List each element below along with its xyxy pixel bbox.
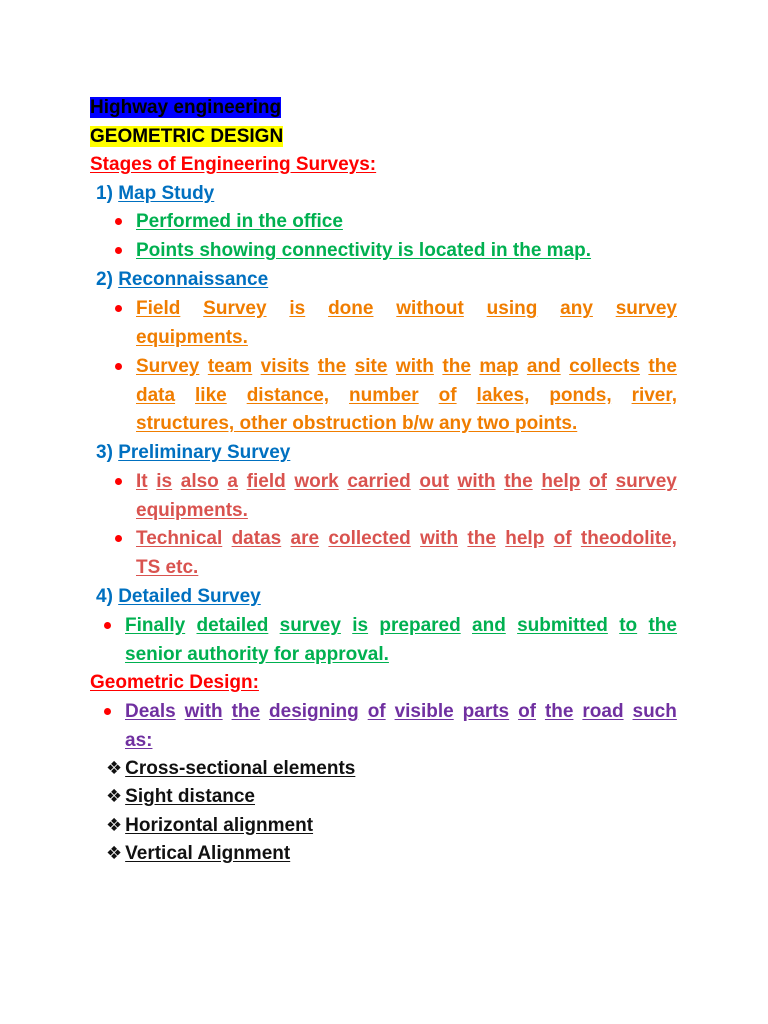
s2-bullet-1-line-1 bbox=[136, 297, 677, 321]
s2-bullet-2-line-1 bbox=[136, 355, 677, 379]
word: datas bbox=[231, 528, 282, 549]
s1-bullet-1: Performed in the office bbox=[136, 211, 343, 232]
word: detailed bbox=[196, 615, 269, 636]
word: is bbox=[156, 471, 173, 492]
word: and bbox=[472, 615, 506, 636]
word: collected bbox=[328, 528, 411, 549]
word: the bbox=[648, 615, 677, 636]
gd-list-item: ❖ Vertical Alignment bbox=[106, 843, 291, 864]
red-dot-icon bbox=[115, 478, 122, 485]
red-dot-icon bbox=[115, 247, 122, 254]
word: and bbox=[526, 356, 561, 377]
word: with bbox=[395, 356, 434, 377]
s4-bullet-1-line-2: senior authority for approval. bbox=[125, 644, 389, 665]
word: is bbox=[289, 298, 306, 319]
word: road bbox=[582, 701, 624, 722]
word: ponds, bbox=[549, 385, 612, 406]
word: of bbox=[553, 528, 572, 549]
word: carried bbox=[347, 471, 411, 492]
section-1-heading: 1) Map Study bbox=[96, 183, 215, 204]
word: prepared bbox=[379, 615, 461, 636]
word: with bbox=[420, 528, 459, 549]
red-dot-icon bbox=[115, 218, 122, 225]
word: help bbox=[541, 471, 581, 492]
s2-bullet-2-line-2 bbox=[136, 384, 677, 408]
word: without bbox=[396, 298, 464, 319]
word: Finally bbox=[125, 615, 186, 636]
title-geometric-design: GEOMETRIC DESIGN bbox=[90, 126, 284, 147]
section-3-heading: 3) Preliminary Survey bbox=[96, 442, 291, 463]
word: data bbox=[136, 385, 176, 406]
section-2-heading: 2) Reconnaissance bbox=[96, 269, 269, 290]
word: visible bbox=[394, 701, 454, 722]
red-dot-icon bbox=[115, 535, 122, 542]
word: the bbox=[544, 701, 574, 722]
word: theodolite, bbox=[580, 528, 677, 549]
word: with bbox=[184, 701, 223, 722]
word: survey bbox=[279, 615, 341, 636]
s3-bullet-2-line-2: TS etc. bbox=[136, 557, 199, 578]
word: the bbox=[467, 528, 496, 549]
s2-bullet-2-line-3: structures, other obstruction b/w any two points. bbox=[136, 413, 578, 434]
word: help bbox=[505, 528, 545, 549]
word: of bbox=[438, 385, 457, 406]
diamond-icon: ❖ bbox=[106, 786, 123, 807]
word: collects bbox=[569, 356, 640, 377]
word: of bbox=[367, 701, 386, 722]
word: work bbox=[294, 471, 339, 492]
word: team bbox=[207, 356, 253, 377]
word: survey bbox=[615, 471, 677, 492]
word: Survey bbox=[203, 298, 267, 319]
word: using bbox=[486, 298, 538, 319]
red-dot-icon bbox=[115, 305, 122, 312]
word: Deals bbox=[125, 701, 176, 722]
stages-heading: Stages of Engineering Surveys: bbox=[90, 154, 377, 175]
word: out bbox=[419, 471, 449, 492]
word: also bbox=[180, 471, 219, 492]
gd-bullet-1-line-2: as: bbox=[125, 730, 153, 751]
word: a bbox=[227, 471, 238, 492]
s4-bullet-1-line-1 bbox=[125, 614, 677, 638]
word: the bbox=[504, 471, 533, 492]
word: parts bbox=[462, 701, 510, 722]
diamond-icon: ❖ bbox=[106, 843, 123, 864]
word: river, bbox=[631, 385, 677, 406]
title-highway: Highway engineering bbox=[90, 97, 282, 118]
word: lakes, bbox=[476, 385, 530, 406]
word: any bbox=[560, 298, 593, 319]
word: to bbox=[619, 615, 638, 636]
gd-list-item: ❖ Cross-sectional elements bbox=[106, 758, 356, 779]
word: survey bbox=[615, 298, 677, 319]
word: with bbox=[457, 471, 496, 492]
word: site bbox=[354, 356, 388, 377]
section-4-heading: 4) Detailed Survey bbox=[96, 586, 261, 607]
word: Survey bbox=[136, 356, 200, 377]
word: distance, bbox=[246, 385, 330, 406]
gd-bullet-1-line-1 bbox=[125, 700, 677, 724]
red-dot-icon bbox=[115, 363, 122, 370]
s3-bullet-1-line-1 bbox=[136, 470, 677, 494]
word: map bbox=[479, 356, 519, 377]
word: done bbox=[328, 298, 374, 319]
word: such bbox=[632, 701, 677, 722]
word: Field bbox=[136, 298, 181, 319]
word: It bbox=[136, 471, 148, 492]
word: field bbox=[246, 471, 286, 492]
red-dot-icon bbox=[104, 622, 111, 629]
word: visits bbox=[260, 356, 310, 377]
diamond-icon: ❖ bbox=[106, 758, 123, 779]
s3-bullet-2-line-1 bbox=[136, 527, 677, 551]
s3-bullet-1-line-2: equipments. bbox=[136, 500, 248, 521]
geometric-design-heading: Geometric Design: bbox=[90, 672, 259, 693]
word: Technical bbox=[136, 528, 223, 549]
word: of bbox=[589, 471, 607, 492]
word: like bbox=[195, 385, 227, 406]
gd-list-item: ❖ Sight distance bbox=[106, 786, 255, 807]
word: are bbox=[290, 528, 320, 549]
red-dot-icon bbox=[104, 708, 111, 715]
gd-list-item: ❖ Horizontal alignment bbox=[106, 815, 314, 836]
s2-bullet-1-line-2: equipments. bbox=[136, 327, 248, 348]
word: the bbox=[648, 356, 677, 377]
word: designing bbox=[269, 701, 359, 722]
word: is bbox=[352, 615, 369, 636]
word: the bbox=[442, 356, 471, 377]
s1-bullet-2: Points showing connectivity is located in the map. bbox=[136, 240, 592, 261]
word: submitted bbox=[517, 615, 608, 636]
word: the bbox=[317, 356, 347, 377]
word: of bbox=[518, 701, 536, 722]
diamond-icon: ❖ bbox=[106, 815, 123, 836]
word: number bbox=[349, 385, 419, 406]
word: the bbox=[231, 701, 261, 722]
